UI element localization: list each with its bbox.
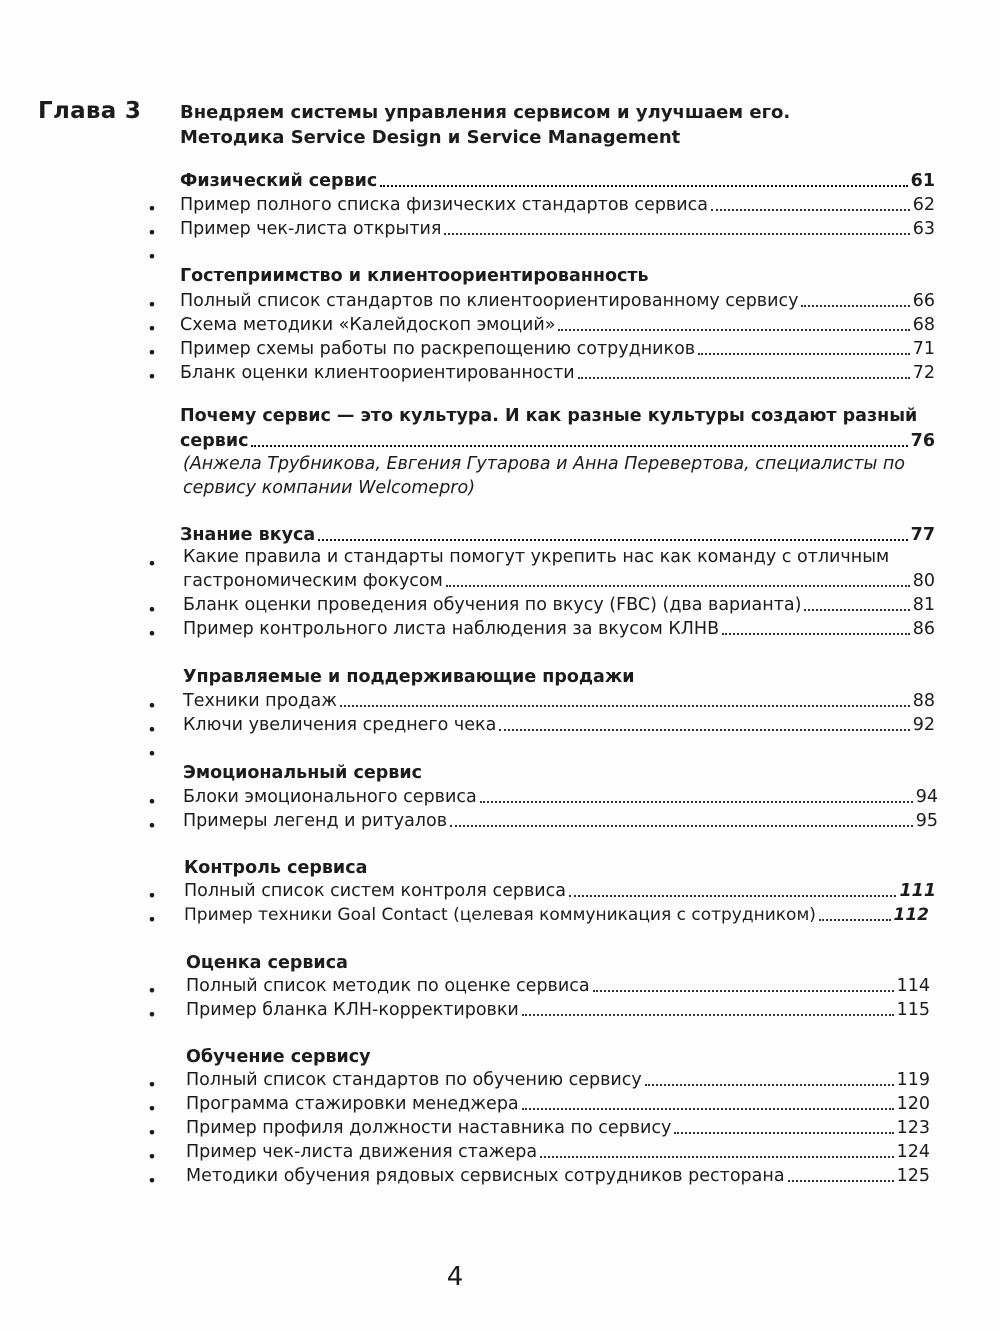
toc-section-heading[interactable]: Знание вкуса 77 [180,525,935,545]
toc-entry[interactable]: Пример профиля должности наставника по сервису 123 [186,1118,930,1138]
bullet: • [147,554,157,573]
bullet: • [147,816,157,835]
toc-entry[interactable]: Программа стажировки менеджера 120 [186,1094,930,1114]
chapter-label: Глава 3 [38,98,142,124]
bullet: • [147,319,157,338]
toc-entry[interactable]: Пример чек-листа открытия 63 [180,219,935,239]
bullet: • [147,792,157,811]
toc-section-heading: Эмоциональный сервис [183,763,422,783]
bullet: • [147,295,157,314]
toc-section-heading: Управляемые и поддерживающие продажи [183,667,635,687]
bullet: • [147,886,157,905]
toc-entry[interactable]: Пример чек-листа движения стажера 124 [186,1142,930,1162]
bullet: • [147,247,157,266]
toc-section-heading: Обучение сервису [186,1047,371,1067]
toc-section-heading: Оценка сервиса [186,953,348,973]
toc-entry[interactable]: Полный список стандартов по обучению сервису 119 [186,1070,930,1090]
toc-section-heading: Гостеприимство и клиентоориентированность [180,266,649,286]
bullet: • [147,223,157,242]
toc-entry[interactable]: Схема методики «Калейдоскоп эмоций» 68 [180,315,935,335]
toc-entry[interactable]: Бланк оценки клиентоориентированности 72 [180,363,935,383]
page-number: 4 [446,1262,464,1292]
toc-entry[interactable]: Примеры легенд и ритуалов 95 [183,811,938,831]
bullet: • [147,744,157,763]
toc-section-heading[interactable]: Физический сервис 61 [180,171,935,191]
toc-entry[interactable]: Полный список систем контроля сервиса 111 [184,881,936,901]
section-note: (Анжела Трубникова, Евгения Гутарова и Анна Перевертова, специалисты по сервису компании Welcomepro) [183,454,905,498]
toc-entry[interactable]: Полный список стандартов по клиентоориентированному сервису 66 [180,291,935,311]
bullet: • [147,1147,157,1166]
bullet: • [147,981,157,1000]
toc-entry[interactable]: Пример схемы работы по раскрепощению сотрудников 71 [180,339,935,359]
bullet: • [147,1123,157,1142]
bullet: • [147,343,157,362]
bullet: • [147,1075,157,1094]
toc-entry[interactable]: Пример полного списка физических стандартов сервиса 62 [180,195,935,215]
bullet: • [147,1005,157,1024]
bullet: • [147,1099,157,1118]
bullet: • [147,367,157,386]
toc-entry[interactable]: Бланк оценки проведения обучения по вкусу (FBC) (два варианта) 81 [183,595,935,615]
toc-entry-line: Какие правила и стандарты помогут укрепить нас как команду с отличным [183,547,890,567]
toc-entry[interactable]: Техники продаж 88 [183,691,935,711]
toc-entry[interactable]: Пример контрольного листа наблюдения за вкусом КЛНВ 86 [183,619,935,639]
chapter-title-line: Методика Service Design и Service Management [180,127,681,148]
bullet: • [147,1171,157,1190]
bullet: • [147,600,157,619]
toc-section-heading[interactable]: сервис 76 [180,431,935,451]
toc-entry[interactable]: Ключи увеличения среднего чека 92 [183,715,935,735]
bullet: • [147,199,157,218]
bullet: • [147,624,157,643]
toc-section-heading: Контроль сервиса [184,858,368,878]
chapter-title-line: Внедряем системы управления сервисом и улучшаем его. [180,102,791,123]
toc-entry[interactable]: Блоки эмоционального сервиса 94 [183,787,938,807]
bullet: • [147,910,157,929]
toc-entry[interactable]: Методики обучения рядовых сервисных сотрудников ресторана 125 [186,1166,930,1186]
toc-entry[interactable]: Полный список методик по оценке сервиса 114 [186,976,930,996]
toc-entry[interactable]: Пример техники Goal Contact (целевая коммуникация с сотрудником) 112 [184,905,929,925]
chapter-title [180,100,940,150]
toc-entry[interactable]: гастрономическим фокусом 80 [183,571,935,591]
bullet: • [147,720,157,739]
bullet: • [147,696,157,715]
toc-section-heading: Почему сервис — это культура. И как разные культуры создают разный [180,406,918,426]
toc-entry[interactable]: Пример бланка КЛН-корректировки 115 [186,1000,930,1020]
